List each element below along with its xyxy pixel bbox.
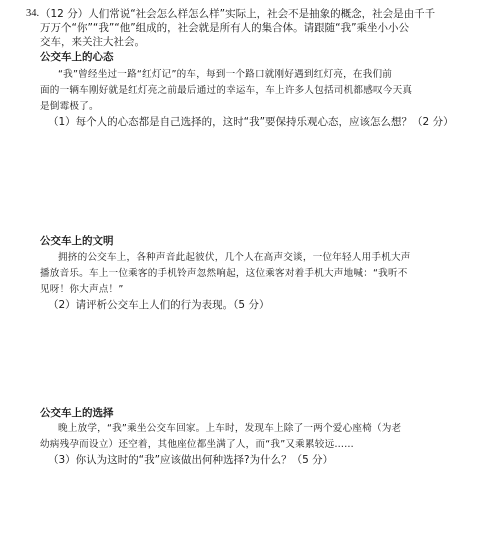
intro-line-2: 万万个“你”“我”“他”组成的，社会就是所有人的集合体。请跟随“我”乘坐小小公 — [40, 22, 410, 34]
intro-line-1: （12 分）人们常说“社会怎么样怎么样”实际上，社会不是抽象的概念，社会是由千千 — [40, 8, 436, 20]
section-1-question: （1）每个人的心态都是自己选择的，这时“我”要保持乐观心态，应该怎么想？（2 分） — [48, 116, 454, 128]
section-2-heading: 公交车上的文明 — [40, 235, 114, 247]
section-2-para-line-1: 拥挤的公交车上，各种声音此起彼伏，几个人在高声交谈，一位年轻人用手机大声 — [58, 252, 411, 263]
section-1-heading: 公交车上的心态 — [40, 51, 114, 63]
intro-line-3: 交车，来关注大社会。 — [40, 36, 145, 48]
section-3-para-line-1: 晚上放学，“我”乘坐公交车回家。上车时，发现车上除了一两个爱心座椅（为老 — [58, 423, 402, 434]
section-3-question: （3）你认为这时的“我”应该做出何种选择?为什么？（5 分） — [48, 454, 334, 466]
section-1-para-line-2: 面的一辆车刚好就是红灯亮之前最后通过的幸运车，车上许多人包括司机都感叹今天真 — [40, 85, 413, 96]
section-3-heading: 公交车上的选择 — [40, 407, 114, 419]
section-2-para-line-2: 播放音乐。车上一位乘客的手机铃声忽然响起，这位乘客对着手机大声地喊：“我听不 — [40, 268, 408, 279]
section-2-question: （2）请评析公交车上人们的行为表现。（5 分） — [48, 299, 270, 311]
section-1-para-line-3: 是倒霉极了。 — [40, 101, 99, 112]
section-1-para-line-1: “我”曾经坐过一路“红灯记”的车，每到一个路口就刚好遇到红灯亮，在我们前 — [58, 69, 393, 80]
section-3-para-line-2: 幼病残孕而设立）还空着，其他座位都坐满了人，而“我”又乘累较远…… — [40, 439, 354, 450]
section-2-para-line-3: 见呀！你大声点！” — [40, 284, 124, 295]
question-number: 34. — [26, 8, 40, 19]
